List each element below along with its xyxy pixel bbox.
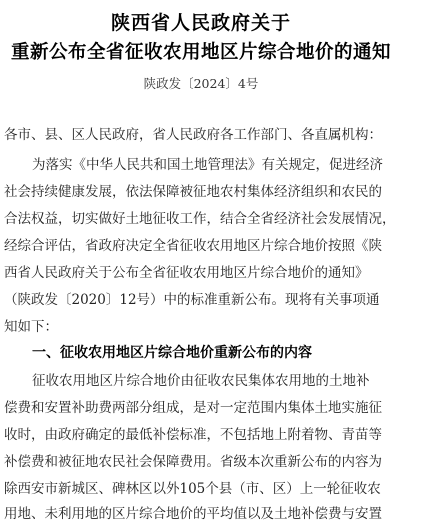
section-1-line: 除西安市新城区、碑林区以外105个县（市、区）上一轮征收农	[4, 481, 381, 497]
intro-line: （陕政发〔2020〕12号）中的标准重新公布。现将有关事项通	[4, 292, 380, 308]
section-1-line: 收时，由政府确定的最低补偿标准，不包括地上附着物、青苗等	[4, 427, 382, 443]
intro-line: 社会持续健康发展，依法保障被征地农村集体经济组织和农民的	[4, 184, 382, 200]
intro-line: 为落实《中华人民共和国土地管理法》有关规定，促进经济	[32, 157, 383, 173]
intro-line: 合法权益，切实做好土地征收工作，结合全省经济社会发展情况，	[4, 211, 396, 227]
intro-line: 西省人民政府关于公布全省征收农用地区片综合地价的通知》	[4, 265, 369, 281]
document-title-line-2: 重新公布全省征收农用地区片综合地价的通知	[10, 42, 391, 63]
section-1-heading: 一、征收农用地区片综合地价重新公布的内容	[32, 345, 312, 361]
section-1-line: 征收农用地区片综合地价由征收农民集体农用地的土地补	[32, 373, 370, 389]
intro-line: 知如下：	[4, 319, 58, 335]
intro-line: 经综合评估，省政府决定全省征收农用地区片综合地价按照《陕	[4, 238, 382, 254]
section-1-line: 补偿费和被征地农民社会保障费用。省级本次重新公布的内容为	[4, 454, 382, 470]
document-number: 陕政发〔2024〕4号	[143, 76, 259, 91]
addressee: 各市、县、区人民政府，省人民政府各工作部门、各直属机构：	[4, 127, 382, 143]
section-1-line: 偿费和安置补助费两部分组成，是对一定范围内集体土地实施征	[4, 400, 382, 416]
section-1-line: 用地、未利用地的区片综合地价的平均值以及土地补偿费与安置	[4, 506, 382, 522]
document-title-line-1: 陕西省人民政府关于	[110, 12, 291, 34]
